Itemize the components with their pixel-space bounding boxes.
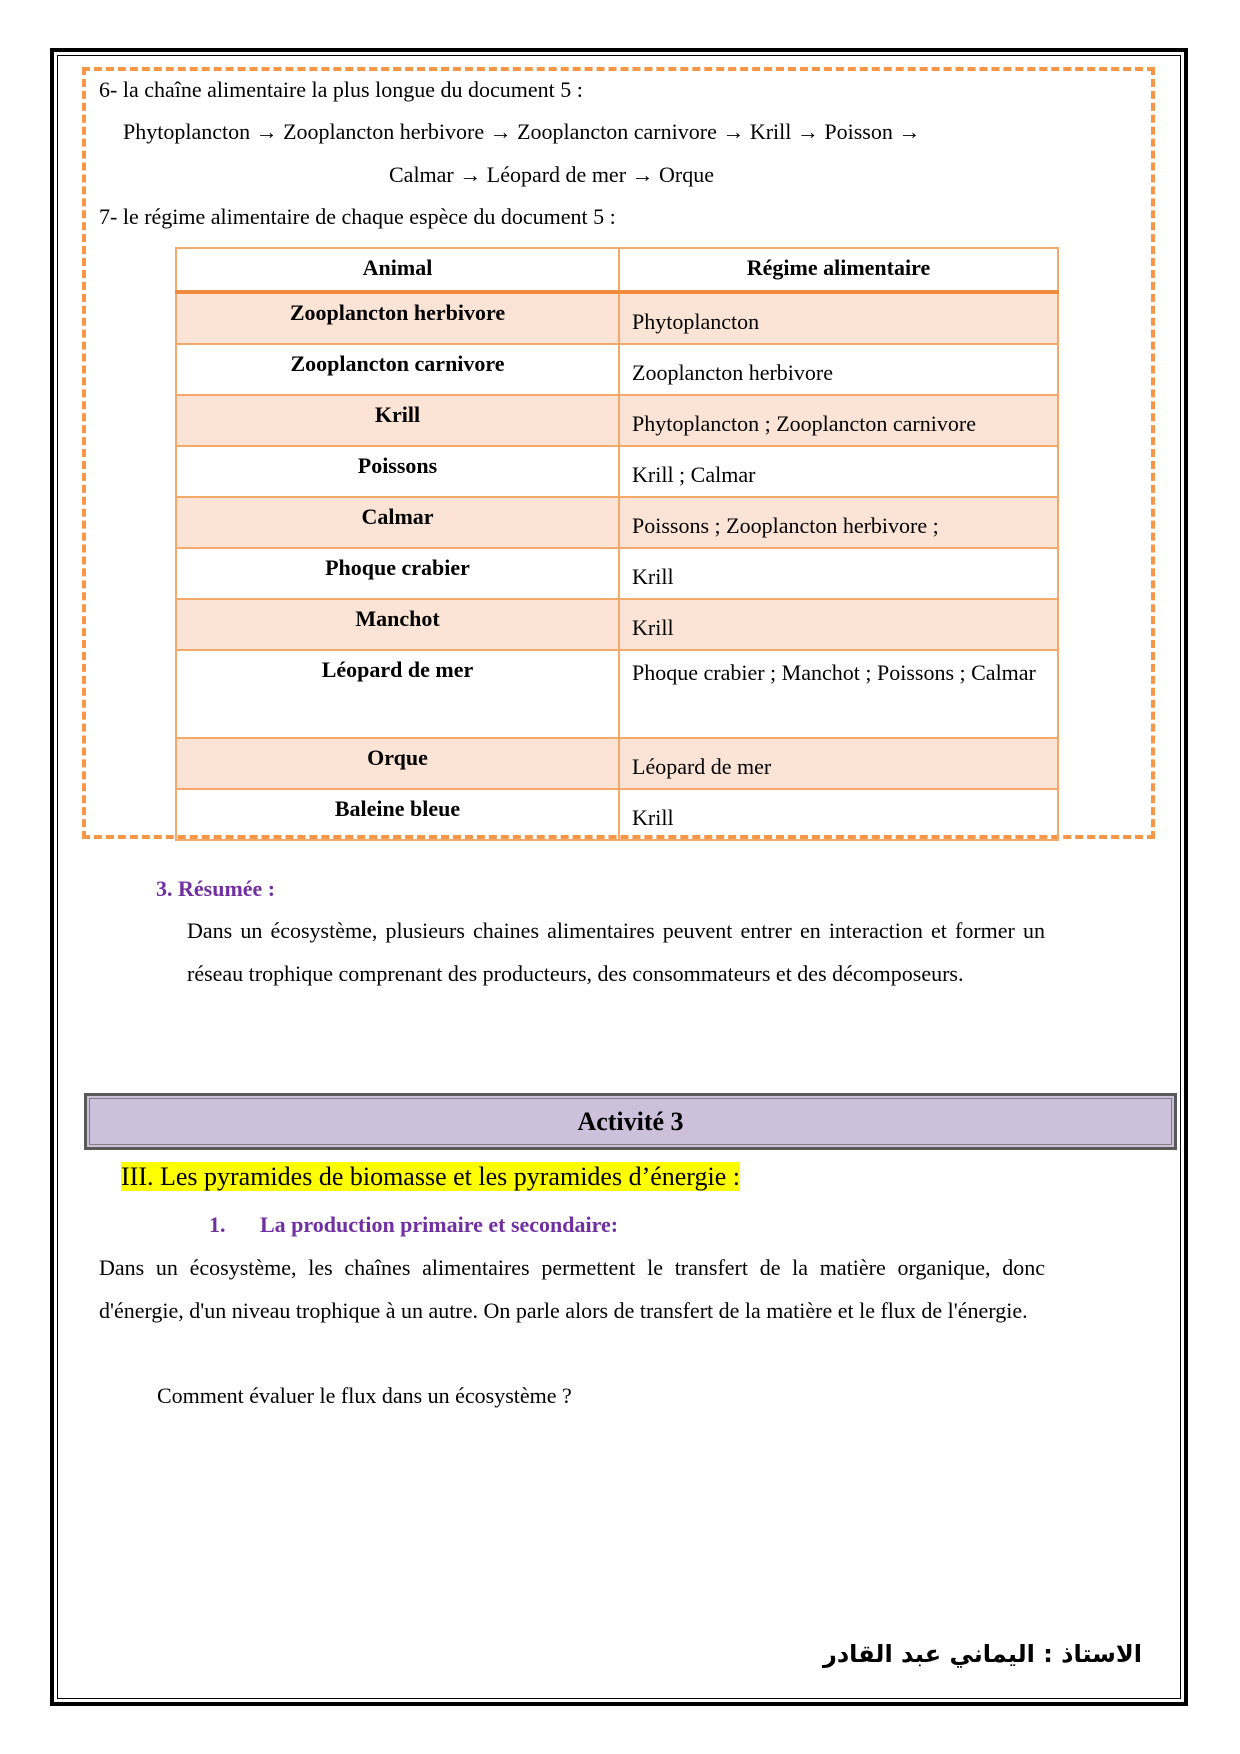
table-row xyxy=(176,738,1058,789)
section6-heading: 6- la chaîne alimentaire la plus longue du document 5 : xyxy=(99,77,583,102)
food-chain-line1: Phytoplancton → Zooplancton herbivore → Zooplancton carnivore → Krill → Poisson → xyxy=(123,119,921,144)
table-row xyxy=(176,599,1058,650)
part3-title-text: III. Les pyramides de biomasse et les pyramides d’énergie : xyxy=(121,1162,740,1191)
row-diet: Phytoplancton ; Zooplancton carnivore xyxy=(619,395,1058,446)
summary-text: Dans un écosystème, plusieurs chaines alimentaires peuvent entrer en interaction et former un réseau trophique comprenant des producteurs, des consommateurs et des décomposeurs. xyxy=(187,918,1045,986)
header-animal: Animal xyxy=(176,248,619,292)
row-diet: Phytoplancton xyxy=(619,292,1058,344)
row-animal: Orque xyxy=(176,738,619,789)
diet-table xyxy=(175,247,1059,841)
table-row xyxy=(176,292,1058,344)
row-diet: Poissons ; Zooplancton herbivore ; xyxy=(619,497,1058,548)
part3-paragraph: Dans un écosystème, les chaînes alimentaires permettent le transfert de la matière organique, donc d'énergie, d'un niveau trophique à un autre. On parle alors de transfert de la matière et le flux de l'énergie. xyxy=(99,1255,1045,1323)
row-animal: Zooplancton carnivore xyxy=(176,344,619,395)
header-diet: Régime alimentaire xyxy=(619,248,1058,292)
activity-banner: Activité 3 xyxy=(84,1093,1177,1150)
row-animal: Calmar xyxy=(176,497,619,548)
row-animal: Zooplancton herbivore xyxy=(176,292,619,344)
table-row xyxy=(176,446,1058,497)
summary-title: 3. Résumée : xyxy=(156,876,276,901)
table-row xyxy=(176,789,1058,840)
row-diet: Léopard de mer xyxy=(619,738,1058,789)
table-row xyxy=(176,395,1058,446)
table-row xyxy=(176,650,1058,738)
row-animal: Baleine bleue xyxy=(176,789,619,840)
row-animal: Phoque crabier xyxy=(176,548,619,599)
table-header-row xyxy=(176,248,1058,292)
row-diet: Krill ; Calmar xyxy=(619,446,1058,497)
row-animal: Manchot xyxy=(176,599,619,650)
subtitle-text: La production primaire et secondaire: xyxy=(260,1212,619,1237)
table-row xyxy=(176,497,1058,548)
table-row xyxy=(176,548,1058,599)
subtitle-number: 1. xyxy=(209,1212,226,1237)
row-diet: Krill xyxy=(619,599,1058,650)
food-chain-line2: Calmar → Léopard de mer → Orque xyxy=(389,162,714,187)
part3-question: Comment évaluer le flux dans un écosystème ? xyxy=(157,1383,572,1408)
row-animal: Poissons xyxy=(176,446,619,497)
part3-title xyxy=(121,1164,740,1190)
row-diet: Krill xyxy=(619,789,1058,840)
row-animal: Krill xyxy=(176,395,619,446)
row-diet: Zooplancton herbivore xyxy=(619,344,1058,395)
section7-heading: 7- le régime alimentaire de chaque espèce du document 5 : xyxy=(99,204,616,229)
teacher-signature: الاستاذ : اليماني عبد القادر xyxy=(823,1640,1142,1668)
row-animal: Léopard de mer xyxy=(176,650,619,738)
row-diet: Phoque crabier ; Manchot ; Poissons ; Calmar xyxy=(619,650,1058,738)
table-row xyxy=(176,344,1058,395)
row-diet: Krill xyxy=(619,548,1058,599)
